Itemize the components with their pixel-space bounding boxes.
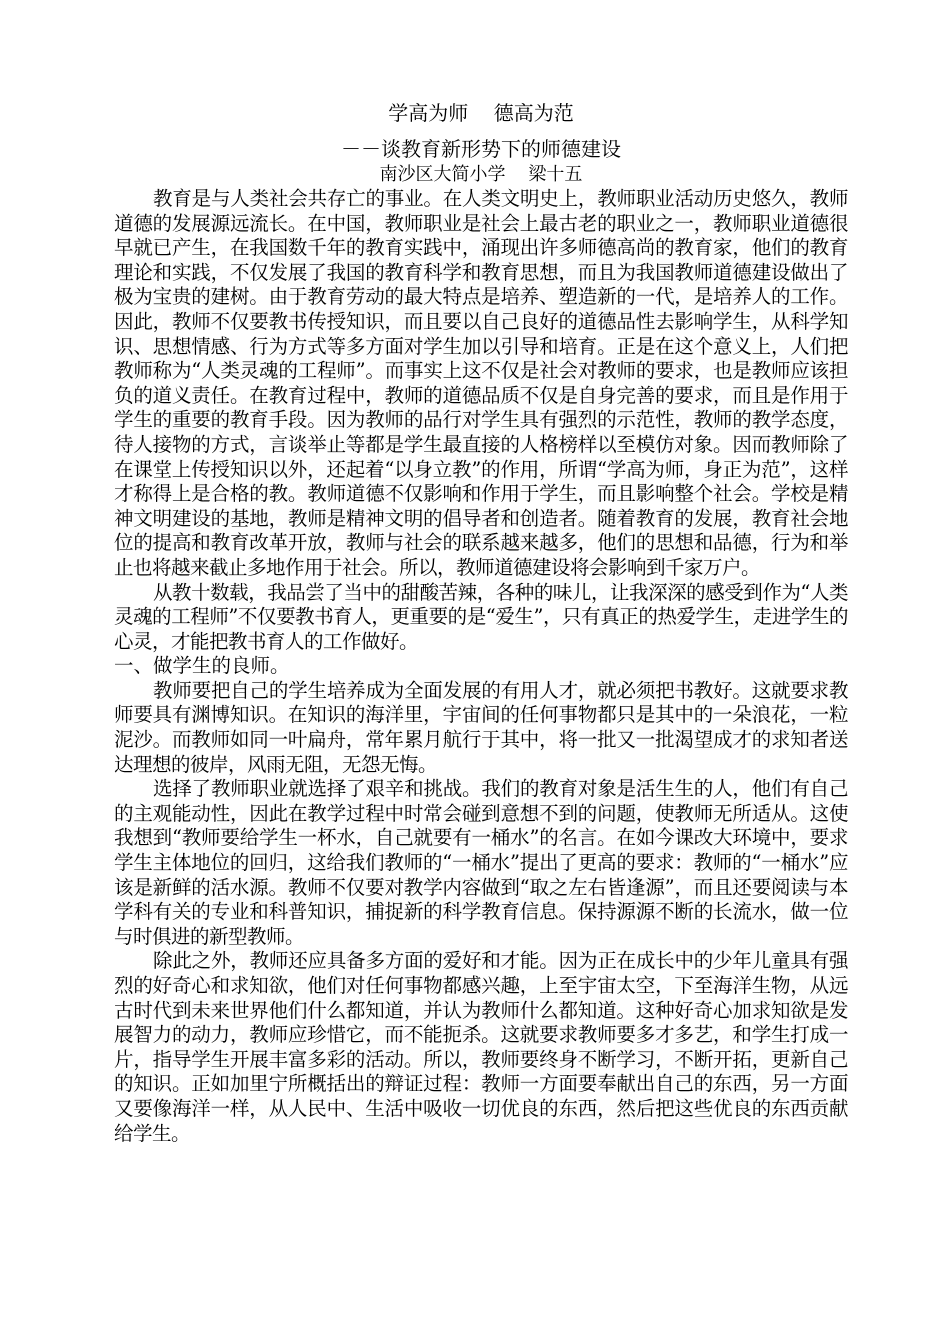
section-paragraph: 教师要把自己的学生培养成为全面发展的有用人才，就必须把书教好。这就要求教师要具有渊博知识。在知识的海洋里，宇宙间的任何事物都只是其中的一朵浪花，一粒泥沙。而教师如同一叶扁舟，常年累月航行于其中，将一批又一批渴望成才的求知者送达理想的彼岸，风雨无阻，无怨无悔。 bbox=[114, 678, 848, 776]
section-paragraph: 除此之外，教师还应具备多方面的爱好和才能。因为正在成长中的少年儿童具有强烈的好奇心和求知欲，他们对任何事物都感兴趣，上至宇宙太空，下至海洋生物，从远古时代到未来世界他们什么都知道，并认为教师什么都知道。这种好奇心加求知欲是发展智力的动力，教师应珍惜它，而不能扼杀。这就要求教师要多才多艺，和学生打成一片，指导学生开展丰富多彩的活动。所以，教师要终身不断学习，不断开拓，更新自己的知识。正如加里宁所概括出的辩证过程：教师一方面要奉献出自己的东西，另一方面又要像海洋一样，从人民中、生活中吸收一切优良的东西，然后把这些优良的东西贡献给学生。 bbox=[114, 949, 848, 1145]
section-paragraph: 选择了教师职业就选择了艰辛和挑战。我们的教育对象是活生生的人，他们有自己的主观能动性，因此在教学过程中时常会碰到意想不到的问题，使教师无所适从。这使我想到“教师要给学生一杯水，自己就要有一桶水”的名言。在如今课改大环境中，要求学生主体地位的回归，这给我们教师的“一桶水”提出了更高的要求：教师的“一桶水”应该是新鲜的活水源。教师不仅要对教学内容做到“取之左右皆逢源”，而且还要阅读与本学科有关的专业和科普知识，捕捉新的科学教育信息。保持源源不断的长流水，做一位与时俱进的新型教师。 bbox=[114, 777, 848, 948]
document-page bbox=[114, 97, 848, 1146]
body-paragraph: 从教十数载，我品尝了当中的甜酸苦辣，各种的味儿，让我深深的感受到作为“人类灵魂的工程师”不仅要教书育人，更重要的是“爱生”，只有真正的热爱学生，走进学生的心灵，才能把教书育人的工作做好。 bbox=[114, 580, 848, 653]
section-heading: 一、做学生的良师。 bbox=[114, 654, 290, 678]
document-author: 南沙区大简小学 梁十五 bbox=[379, 164, 583, 185]
document-title: 学高为师 德高为范 bbox=[388, 101, 574, 125]
body-paragraph: 教育是与人类社会共存亡的事业。在人类文明史上，教师职业活动历史悠久，教师道德的发展源远流长。在中国，教师职业是社会上最古老的职业之一，教师职业道德很早就已产生，在我国数千年的教育实践中，涌现出许多师德高尚的教育家，他们的教育理论和实践，不仅发展了我国的教育科学和教育思想，而且为我国教师道德建设做出了极为宝贵的建树。由于教育劳动的最大特点是培养、塑造新的一代，是培养人的工作。因此，教师不仅要教书传授知识，而且要以自己良好的道德品性去影响学生，从科学知识、思想情感、行为方式等多方面对学生加以引导和培育。正是在这个意义上，人们把教师称为“人类灵魂的工程师”。而事实上这不仅是社会对教师的要求，也是教师应该担负的道义责任。在教育过程中，教师的道德品质不仅是自身完善的要求，而且是作用于学生的重要的教育手段。因为教师的品行对学生具有强烈的示范性，教师的教学态度，待人接物的方式，言谈举止等都是学生最直接的人格榜样以至模仿对象。因而教师除了在课堂上传授知识以外，还起着“以身立教”的作用，所谓“学高为师，身正为范”，这样才称得上是合格的教。教师道德不仅影响和作用于学生，而且影响整个社会。学校是精神文明建设的基地，教师是精神文明的倡导者和创造者。随着教育的发展，教育社会地位的提高和教育改革开放，教师与社会的联系越来越多，他们的思想和品德，行为和举止也将越来截止多地作用于社会。所以，教师道德建设将会影响到千家万户。 bbox=[114, 187, 848, 579]
document-subtitle: －－谈教育新形势下的师德建设 bbox=[341, 137, 621, 161]
